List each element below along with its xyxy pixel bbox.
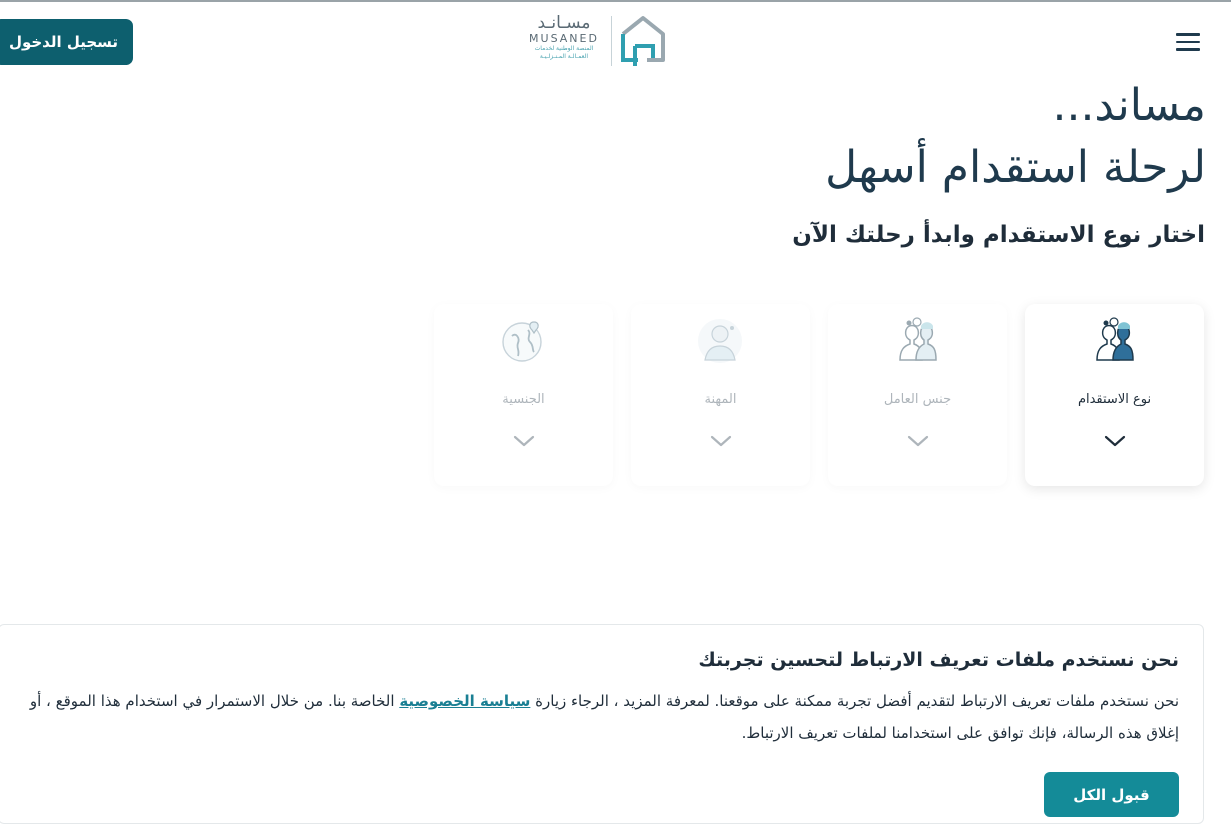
card-nationality[interactable]	[434, 304, 613, 486]
logo-tagline-2: العمـالـة المـنـزلـيـة	[539, 53, 589, 60]
accept-all-button[interactable]: قبول الكل	[1044, 772, 1179, 817]
card-label: المهنة	[704, 392, 737, 407]
card-recruitment-type[interactable]	[1025, 304, 1204, 486]
hero-title-line2: لرحلة استقدام أسهل	[825, 142, 1206, 193]
chevron-down-icon[interactable]	[1104, 434, 1126, 448]
card-label: الجنسية	[502, 392, 545, 407]
chevron-down-icon[interactable]	[907, 434, 929, 448]
logo-name-en: MUSANED	[529, 32, 599, 45]
card-worker-gender[interactable]	[828, 304, 1007, 486]
logo-text	[526, 14, 602, 61]
hero-subtitle: اختار نوع الاستقدام وابدأ رحلتك الآن	[792, 222, 1205, 248]
card-label: نوع الاستقدام	[1077, 392, 1152, 407]
recruitment-type-icon	[1089, 316, 1139, 366]
chevron-down-icon[interactable]	[513, 434, 535, 448]
cookie-title: نحن نستخدم ملفات تعريف الارتباط لتحسين تجربتك	[698, 649, 1179, 671]
logo-tagline-1: المنصة الوطنية لخدمات	[534, 45, 594, 52]
login-button[interactable]: تسجيل الدخول	[0, 19, 133, 65]
privacy-policy-link[interactable]: سياسة الخصوصية	[399, 692, 531, 710]
chevron-down-icon[interactable]	[710, 434, 732, 448]
cookie-body-text: نحن نستخدم ملفات تعريف الارتباط لتقديم أفضل تجربة ممكنة على موقعنا. لمعرفة المزيد ، الرجاء زيارة	[530, 692, 1179, 710]
logo-house-icon	[620, 14, 666, 68]
hero-title-line1: مساند...	[1052, 80, 1206, 131]
card-label: جنس العامل	[883, 392, 952, 407]
musaned-logo[interactable]	[526, 14, 668, 70]
logo-name-ar: مسـانـد	[537, 13, 591, 33]
hamburger-menu-icon[interactable]	[1176, 33, 1202, 53]
cookie-body	[19, 685, 1179, 749]
nationality-globe-icon	[498, 316, 548, 366]
cookie-banner	[0, 624, 1204, 824]
worker-gender-icon	[892, 316, 942, 366]
profession-icon	[695, 316, 745, 366]
cookie-body-text-2: الخاصة بنا. من خلال الاستمرار في استخدام هذا الموقع ، أو إغلاق هذه الرسالة، فإنك توافق على استخدامنا لملفات تعريف الارتباط.	[29, 692, 1179, 742]
top-border	[0, 0, 1231, 2]
logo-divider	[611, 16, 612, 66]
card-profession[interactable]	[631, 304, 810, 486]
